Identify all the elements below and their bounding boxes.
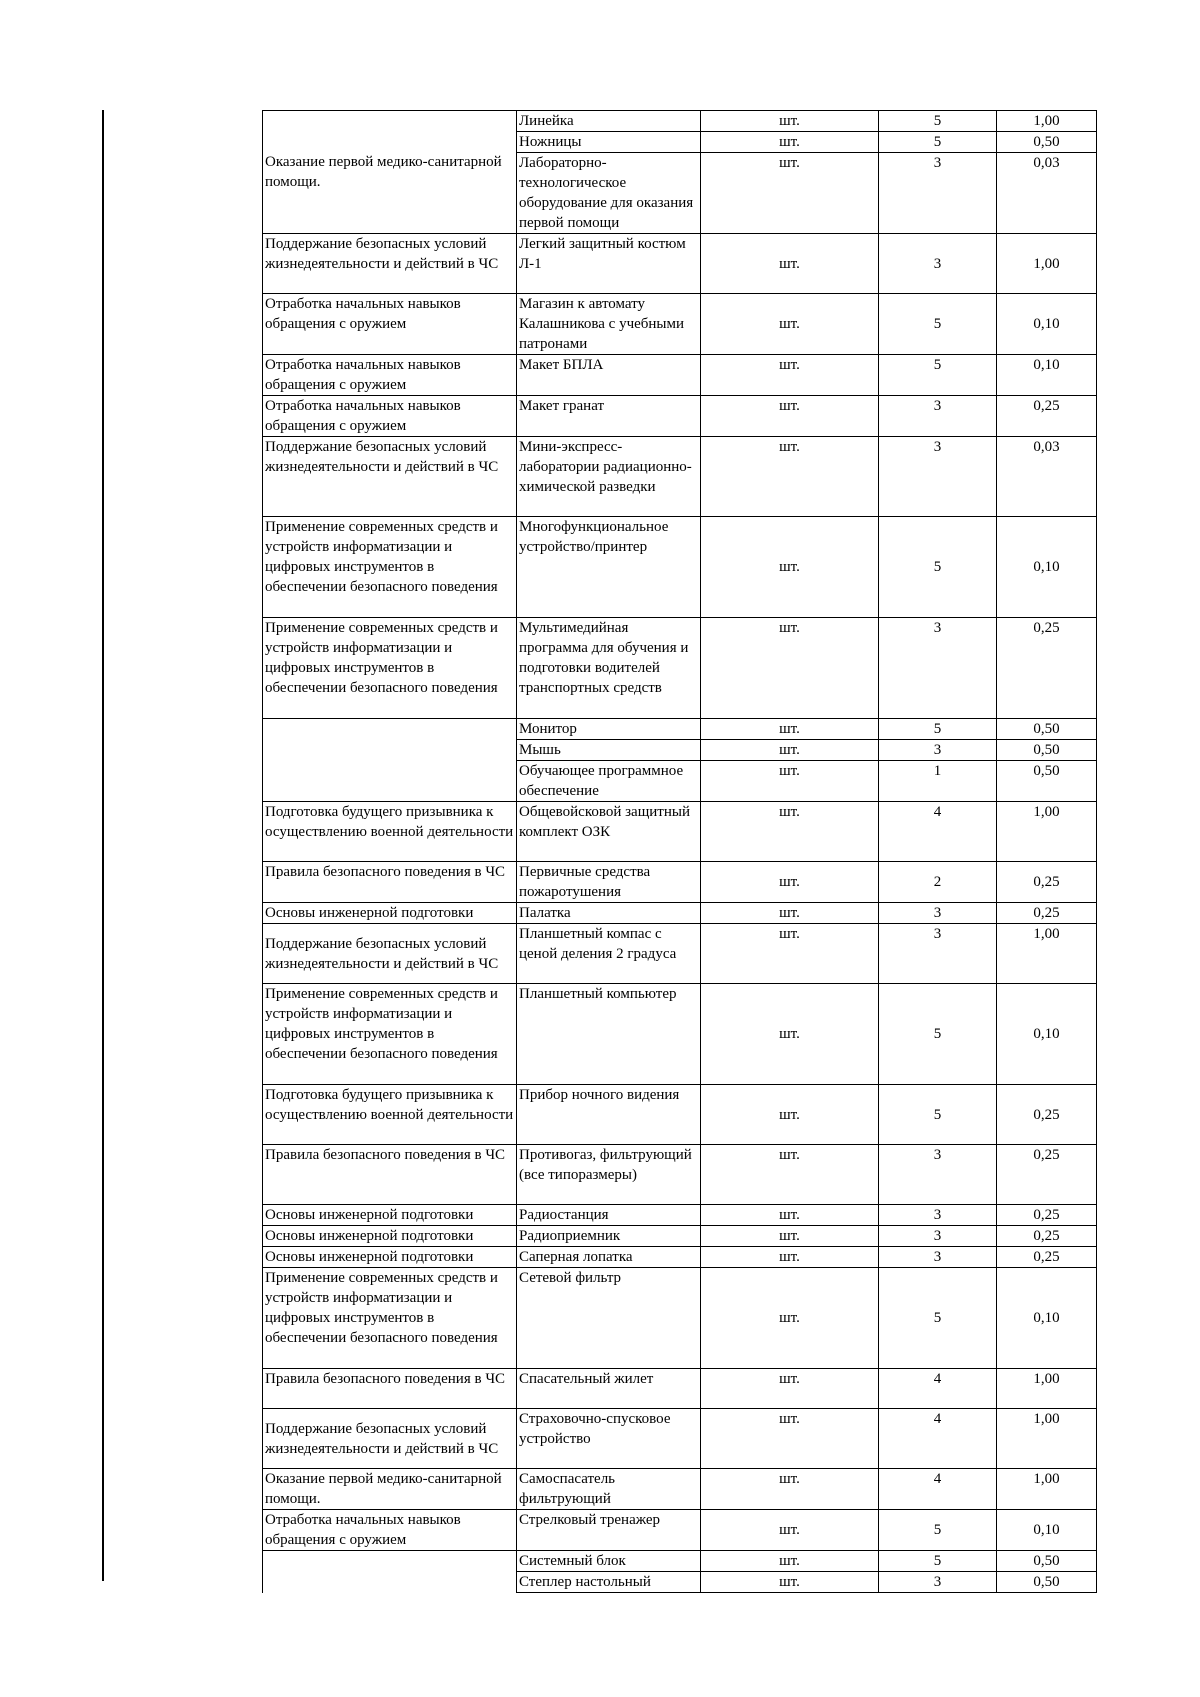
topic-cell: Основы инженерной подготовки: [263, 1205, 517, 1226]
coef-cell: 0,50: [997, 1572, 1097, 1593]
topic-cell: Поддержание безопасных условий жизнедеятельности и действий в ЧС: [263, 924, 517, 984]
qty-cell: 2: [879, 862, 997, 903]
table-row: [263, 1551, 1097, 1572]
coef-cell: 0,25: [997, 1085, 1097, 1145]
unit-cell: шт.: [701, 761, 879, 802]
item-cell: Общевойсковой защитный комплект ОЗК: [517, 802, 701, 862]
coef-cell: 1,00: [997, 1409, 1097, 1469]
qty-cell: 5: [879, 111, 997, 132]
qty-cell: 4: [879, 802, 997, 862]
topic-cell: [263, 1551, 517, 1593]
item-cell: Многофункциональное устройство/принтер: [517, 517, 701, 618]
table-row: [263, 355, 1097, 396]
qty-cell: 5: [879, 1268, 997, 1369]
table-row: [263, 111, 1097, 132]
table-row: [263, 396, 1097, 437]
qty-cell: 4: [879, 1409, 997, 1469]
table-row: [263, 1085, 1097, 1145]
coef-cell: 0,25: [997, 1205, 1097, 1226]
unit-cell: шт.: [701, 618, 879, 719]
coef-cell: 0,10: [997, 1510, 1097, 1551]
topic-cell: Основы инженерной подготовки: [263, 903, 517, 924]
item-cell: Макет гранат: [517, 396, 701, 437]
coef-cell: 0,03: [997, 153, 1097, 234]
item-cell: Планшетный компас с ценой деления 2 градуса: [517, 924, 701, 984]
topic-cell: Применение современных средств и устройств информатизации и цифровых инструментов в обеспечении безопасного поведения: [263, 618, 517, 719]
qty-cell: 5: [879, 1510, 997, 1551]
qty-cell: 3: [879, 153, 997, 234]
qty-cell: 3: [879, 437, 997, 517]
table-row: [263, 234, 1097, 294]
item-cell: Прибор ночного видения: [517, 1085, 701, 1145]
qty-cell: 5: [879, 355, 997, 396]
qty-cell: 4: [879, 1469, 997, 1510]
coef-cell: 1,00: [997, 924, 1097, 984]
unit-cell: шт.: [701, 903, 879, 924]
topic-cell: [263, 719, 517, 802]
unit-cell: шт.: [701, 153, 879, 234]
unit-cell: шт.: [701, 924, 879, 984]
coef-cell: 0,50: [997, 132, 1097, 153]
table-row: [263, 437, 1097, 517]
item-cell: Радиостанция: [517, 1205, 701, 1226]
table-row: [263, 862, 1097, 903]
table-row: [263, 802, 1097, 862]
qty-cell: 3: [879, 1572, 997, 1593]
unit-cell: шт.: [701, 294, 879, 355]
unit-cell: шт.: [701, 719, 879, 740]
item-cell: Степлер настольный: [517, 1572, 701, 1593]
coef-cell: 0,25: [997, 1226, 1097, 1247]
coef-cell: 0,25: [997, 396, 1097, 437]
item-cell: Системный блок: [517, 1551, 701, 1572]
qty-cell: 5: [879, 984, 997, 1085]
unit-cell: шт.: [701, 1409, 879, 1469]
page-left-rule: [102, 110, 104, 1581]
unit-cell: шт.: [701, 984, 879, 1085]
unit-cell: шт.: [701, 1205, 879, 1226]
coef-cell: 0,10: [997, 1268, 1097, 1369]
unit-cell: шт.: [701, 396, 879, 437]
item-cell: Лабораторно-технологическое оборудование для оказания первой помощи: [517, 153, 701, 234]
topic-cell: Поддержание безопасных условий жизнедеятельности и действий в ЧС: [263, 1409, 517, 1469]
unit-cell: шт.: [701, 1369, 879, 1409]
item-cell: Ножницы: [517, 132, 701, 153]
qty-cell: 3: [879, 924, 997, 984]
item-cell: Противогаз, фильтрующий (все типоразмеры): [517, 1145, 701, 1205]
topic-cell: Подготовка будущего призывника к осуществлению военной деятельности: [263, 1085, 517, 1145]
topic-cell: Поддержание безопасных условий жизнедеятельности и действий в ЧС: [263, 437, 517, 517]
topic-cell: Правила безопасного поведения в ЧС: [263, 1145, 517, 1205]
table-row: [263, 1247, 1097, 1268]
unit-cell: шт.: [701, 1572, 879, 1593]
topic-cell: Отработка начальных навыков обращения с оружием: [263, 355, 517, 396]
unit-cell: шт.: [701, 1510, 879, 1551]
topic-cell: Применение современных средств и устройств информатизации и цифровых инструментов в обеспечении безопасного поведения: [263, 1268, 517, 1369]
qty-cell: 5: [879, 719, 997, 740]
coef-cell: 0,25: [997, 618, 1097, 719]
item-cell: Спасательный жилет: [517, 1369, 701, 1409]
unit-cell: шт.: [701, 437, 879, 517]
item-cell: Обучающее программное обеспечение: [517, 761, 701, 802]
table-row: [263, 984, 1097, 1085]
table-row: [263, 903, 1097, 924]
qty-cell: 4: [879, 1369, 997, 1409]
unit-cell: шт.: [701, 1085, 879, 1145]
equipment-table: [262, 110, 1096, 1593]
topic-cell: Правила безопасного поведения в ЧС: [263, 1369, 517, 1409]
coef-cell: 0,25: [997, 1145, 1097, 1205]
topic-cell: Основы инженерной подготовки: [263, 1247, 517, 1268]
item-cell: Радиоприемник: [517, 1226, 701, 1247]
item-cell: Саперная лопатка: [517, 1247, 701, 1268]
item-cell: Самоспасатель фильтрующий: [517, 1469, 701, 1510]
qty-cell: 3: [879, 903, 997, 924]
table-row: [263, 294, 1097, 355]
item-cell: Линейка: [517, 111, 701, 132]
item-cell: Магазин к автомату Калашникова с учебными патронами: [517, 294, 701, 355]
item-cell: Макет БПЛА: [517, 355, 701, 396]
item-cell: Легкий защитный костюм Л-1: [517, 234, 701, 294]
unit-cell: шт.: [701, 111, 879, 132]
table-row: [263, 1409, 1097, 1469]
topic-cell: Оказание первой медико-санитарной помощи.: [263, 111, 517, 234]
topic-cell: Применение современных средств и устройств информатизации и цифровых инструментов в обеспечении безопасного поведения: [263, 517, 517, 618]
topic-cell: Применение современных средств и устройств информатизации и цифровых инструментов в обеспечении безопасного поведения: [263, 984, 517, 1085]
qty-cell: 5: [879, 1085, 997, 1145]
topic-cell: Отработка начальных навыков обращения с оружием: [263, 1510, 517, 1551]
coef-cell: 1,00: [997, 111, 1097, 132]
item-cell: Мышь: [517, 740, 701, 761]
table-row: [263, 618, 1097, 719]
coef-cell: 0,03: [997, 437, 1097, 517]
topic-cell: Отработка начальных навыков обращения с оружием: [263, 396, 517, 437]
qty-cell: 5: [879, 294, 997, 355]
unit-cell: шт.: [701, 802, 879, 862]
unit-cell: шт.: [701, 862, 879, 903]
topic-cell: Подготовка будущего призывника к осуществлению военной деятельности: [263, 802, 517, 862]
qty-cell: 3: [879, 234, 997, 294]
qty-cell: 5: [879, 132, 997, 153]
topic-cell: Основы инженерной подготовки: [263, 1226, 517, 1247]
item-cell: Стрелковый тренажер: [517, 1510, 701, 1551]
unit-cell: шт.: [701, 355, 879, 396]
table-row: [263, 1226, 1097, 1247]
qty-cell: 3: [879, 618, 997, 719]
item-cell: Сетевой фильтр: [517, 1268, 701, 1369]
table-row: [263, 1369, 1097, 1409]
unit-cell: шт.: [701, 132, 879, 153]
qty-cell: 5: [879, 1551, 997, 1572]
table-row: [263, 1268, 1097, 1369]
coef-cell: 0,50: [997, 761, 1097, 802]
unit-cell: шт.: [701, 234, 879, 294]
coef-cell: 0,50: [997, 740, 1097, 761]
coef-cell: 1,00: [997, 802, 1097, 862]
qty-cell: 3: [879, 1226, 997, 1247]
coef-cell: 0,50: [997, 719, 1097, 740]
coef-cell: 1,00: [997, 234, 1097, 294]
item-cell: Мини-экспресс-лаборатории радиационно-химической разведки: [517, 437, 701, 517]
item-cell: Страховочно-спусковое устройство: [517, 1409, 701, 1469]
unit-cell: шт.: [701, 1145, 879, 1205]
item-cell: Планшетный компьютер: [517, 984, 701, 1085]
topic-cell: Оказание первой медико-санитарной помощи.: [263, 1469, 517, 1510]
unit-cell: шт.: [701, 1551, 879, 1572]
table-row: [263, 1469, 1097, 1510]
qty-cell: 3: [879, 1247, 997, 1268]
qty-cell: 1: [879, 761, 997, 802]
topic-cell: Отработка начальных навыков обращения с оружием: [263, 294, 517, 355]
table-row: [263, 1205, 1097, 1226]
coef-cell: 0,25: [997, 1247, 1097, 1268]
qty-cell: 5: [879, 517, 997, 618]
item-cell: Монитор: [517, 719, 701, 740]
topic-cell: Правила безопасного поведения в ЧС: [263, 862, 517, 903]
table-row: [263, 1510, 1097, 1551]
item-cell: Мультимедийная программа для обучения и подготовки водителей транспортных средств: [517, 618, 701, 719]
table-row: [263, 1145, 1097, 1205]
topic-cell: Поддержание безопасных условий жизнедеятельности и действий в ЧС: [263, 234, 517, 294]
coef-cell: 0,10: [997, 294, 1097, 355]
table-row: [263, 517, 1097, 618]
coef-cell: 0,25: [997, 862, 1097, 903]
unit-cell: шт.: [701, 1247, 879, 1268]
coef-cell: 0,10: [997, 355, 1097, 396]
item-cell: Палатка: [517, 903, 701, 924]
unit-cell: шт.: [701, 740, 879, 761]
unit-cell: шт.: [701, 517, 879, 618]
coef-cell: 1,00: [997, 1369, 1097, 1409]
item-cell: Первичные средства пожаротушения: [517, 862, 701, 903]
unit-cell: шт.: [701, 1226, 879, 1247]
coef-cell: 0,10: [997, 517, 1097, 618]
coef-cell: 0,10: [997, 984, 1097, 1085]
qty-cell: 3: [879, 1145, 997, 1205]
coef-cell: 0,25: [997, 903, 1097, 924]
qty-cell: 3: [879, 740, 997, 761]
table-row: [263, 924, 1097, 984]
coef-cell: 0,50: [997, 1551, 1097, 1572]
unit-cell: шт.: [701, 1268, 879, 1369]
qty-cell: 3: [879, 396, 997, 437]
table-row: [263, 719, 1097, 740]
qty-cell: 3: [879, 1205, 997, 1226]
coef-cell: 1,00: [997, 1469, 1097, 1510]
unit-cell: шт.: [701, 1469, 879, 1510]
